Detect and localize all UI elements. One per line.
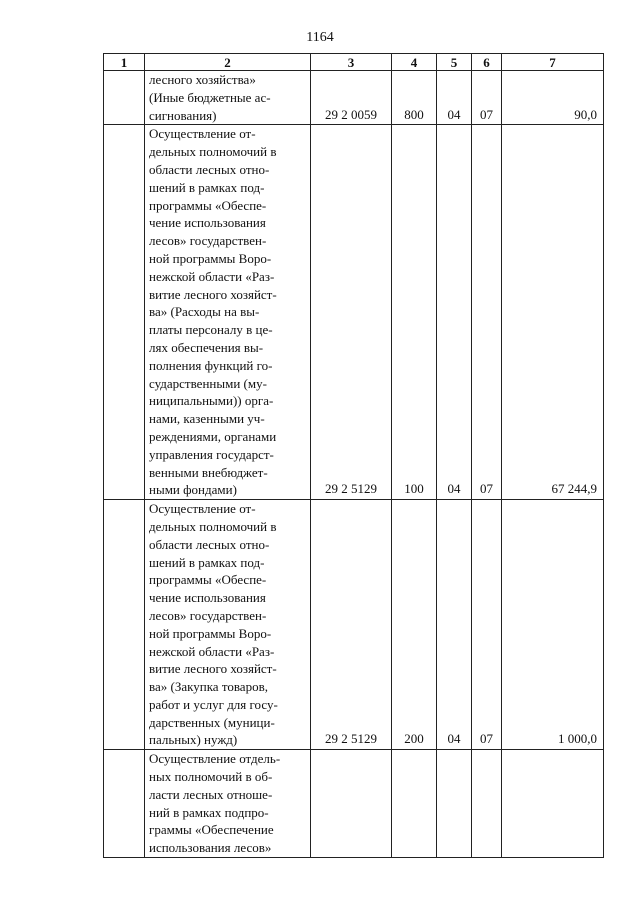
description-line: работ и услуг для госу- <box>149 696 278 712</box>
target-code-cell: 29 2 0059 <box>311 71 392 125</box>
description-line: области лесных отно- <box>149 161 270 177</box>
subsection-cell: 07 <box>472 500 502 750</box>
description-line: пальных) нужд) <box>149 732 238 748</box>
page-number: 1164 <box>306 30 334 45</box>
description-line: нами, казенными уч- <box>149 411 265 427</box>
header-col-1: 1 <box>104 54 145 71</box>
amount-cell: 90,0 <box>502 71 604 125</box>
target-code-cell <box>311 750 392 858</box>
description-cell <box>145 125 311 500</box>
section-cell <box>437 750 472 858</box>
description-line: сигнования) <box>149 107 217 123</box>
description-line: дарственных (муници- <box>149 714 275 730</box>
amount-cell <box>502 750 604 858</box>
description-line: шений в рамках под- <box>149 554 265 570</box>
table-row <box>104 750 604 858</box>
description-line: витие лесного хозяйст- <box>149 286 277 302</box>
description-line: ласти лесных отноше- <box>149 786 273 802</box>
table-body <box>104 71 604 858</box>
description-line: реждениями, органами <box>149 428 277 444</box>
description-line: ний в рамках подпро- <box>149 804 269 820</box>
description-line: лесов» государствен- <box>149 607 267 623</box>
description-line: лесного хозяйства» <box>149 72 256 87</box>
target-code-cell: 29 2 5129 <box>311 125 392 500</box>
header-col-7: 7 <box>502 54 604 71</box>
description-line: нежской области «Раз- <box>149 268 275 284</box>
description-line: дельных полномочий в <box>149 518 277 534</box>
expense-type-cell <box>392 750 437 858</box>
description-line: полнения функций го- <box>149 357 273 373</box>
description-line: венными внебюджет- <box>149 464 268 480</box>
description-line: Осуществление от- <box>149 126 256 142</box>
header-col-5: 5 <box>437 54 472 71</box>
description-line: Осуществление отдель- <box>149 751 281 767</box>
description-line: области лесных отно- <box>149 536 270 552</box>
header-row <box>104 54 604 71</box>
expense-type-cell: 200 <box>392 500 437 750</box>
expense-type-cell: 800 <box>392 71 437 125</box>
row-number-cell <box>104 500 145 750</box>
description-line: ными фондами) <box>149 482 237 498</box>
subsection-cell <box>472 750 502 858</box>
table-row <box>104 125 604 500</box>
description-line: (Иные бюджетные ас- <box>149 89 271 105</box>
section-cell: 04 <box>437 500 472 750</box>
description-line: ных полномочий в об- <box>149 769 273 785</box>
description-line: платы персоналу в це- <box>149 322 273 338</box>
description-line: сударственными (му- <box>149 375 267 391</box>
header-col-2: 2 <box>145 54 311 71</box>
expense-type-cell: 100 <box>392 125 437 500</box>
description-line: ва» (Закупка товаров, <box>149 679 268 695</box>
description-line: ной программы Воро- <box>149 250 272 266</box>
row-number-cell <box>104 71 145 125</box>
subsection-cell: 07 <box>472 71 502 125</box>
description-line: граммы «Обеспечение <box>149 822 274 838</box>
section-cell: 04 <box>437 125 472 500</box>
description-line: ниципальными)) орга- <box>149 393 274 409</box>
header-col-4: 4 <box>392 54 437 71</box>
description-cell <box>145 500 311 750</box>
description-line: лесов» государствен- <box>149 233 267 249</box>
amount-cell: 1 000,0 <box>502 500 604 750</box>
amount-cell: 67 244,9 <box>502 125 604 500</box>
subsection-cell: 07 <box>472 125 502 500</box>
description-line: дельных полномочий в <box>149 144 277 160</box>
description-line: витие лесного хозяйст- <box>149 661 277 677</box>
description-line: использования лесов» <box>149 840 272 856</box>
row-number-cell <box>104 125 145 500</box>
description-line: шений в рамках под- <box>149 179 265 195</box>
table-row <box>104 500 604 750</box>
description-cell <box>145 71 311 125</box>
description-line: управления государст- <box>149 446 274 462</box>
description-line: ной программы Воро- <box>149 625 272 641</box>
description-cell <box>145 750 311 858</box>
description-line: лях обеспечения вы- <box>149 339 264 355</box>
table-row <box>104 71 604 125</box>
description-line: чение использования <box>149 590 266 606</box>
header-col-6: 6 <box>472 54 502 71</box>
description-line: чение использования <box>149 215 266 231</box>
header-col-3: 3 <box>311 54 392 71</box>
description-line: программы «Обеспе- <box>149 197 267 213</box>
budget-table <box>103 53 604 858</box>
description-line: нежской области «Раз- <box>149 643 275 659</box>
section-cell: 04 <box>437 71 472 125</box>
description-line: Осуществление от- <box>149 501 256 517</box>
description-line: программы «Обеспе- <box>149 572 267 588</box>
description-line: ва» (Расходы на вы- <box>149 304 260 320</box>
target-code-cell: 29 2 5129 <box>311 500 392 750</box>
row-number-cell <box>104 750 145 858</box>
